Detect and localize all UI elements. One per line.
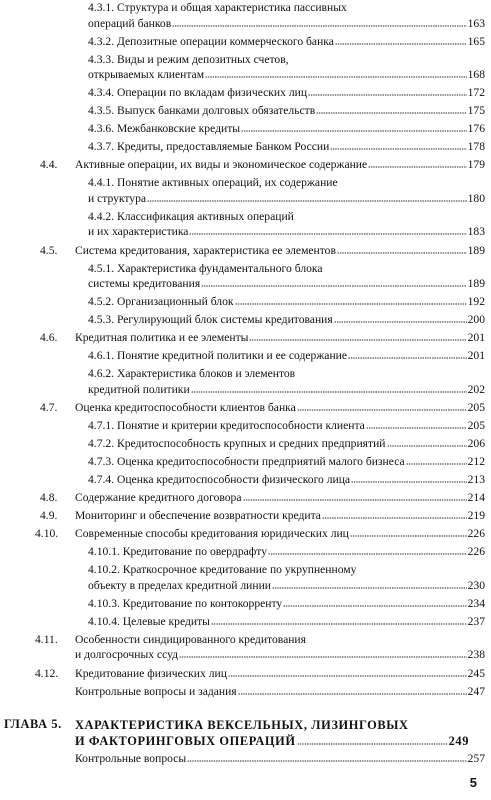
toc-line bbox=[75, 157, 485, 173]
page-number: 247 bbox=[467, 684, 485, 698]
dot-leader bbox=[368, 158, 466, 168]
dot-leader bbox=[308, 86, 467, 96]
toc-line bbox=[88, 578, 485, 594]
page-number: 179 bbox=[467, 158, 485, 172]
dot-leader bbox=[406, 455, 467, 465]
toc-line bbox=[88, 562, 485, 578]
dot-leader bbox=[241, 122, 467, 132]
toc-entry bbox=[75, 632, 485, 663]
page-number: 237 bbox=[467, 614, 485, 628]
page-number: 205 bbox=[467, 418, 485, 432]
page-number: 172 bbox=[467, 86, 485, 100]
entry-title: 4.10.3. Кредитование по контокорренту bbox=[88, 596, 283, 610]
page-number: 234 bbox=[467, 596, 485, 610]
chapter-title bbox=[75, 717, 469, 749]
entry-title: объекту в пределах кредитной линии bbox=[88, 578, 271, 592]
entry-title: 4.3.2. Депозитные операции коммерческого банка bbox=[88, 34, 334, 48]
page-number: 175 bbox=[467, 104, 485, 118]
toc-line bbox=[88, 366, 485, 382]
entry-title: 4.5.1. Характеристика фундаментального блока bbox=[88, 261, 323, 275]
dot-leader bbox=[211, 615, 467, 625]
toc-entry bbox=[88, 121, 485, 137]
chapter-title-line bbox=[75, 717, 469, 733]
entry-title: 4.10.4. Целевые кредиты bbox=[88, 614, 210, 628]
section-number: 4.5. bbox=[40, 243, 58, 257]
toc-entry bbox=[88, 103, 485, 119]
toc-line bbox=[88, 436, 485, 452]
toc-line bbox=[88, 209, 485, 225]
toc-line bbox=[88, 261, 485, 277]
toc-entry bbox=[88, 436, 485, 452]
page-number: 238 bbox=[467, 648, 485, 662]
entry-title: 4.7.3. Оценка кредитоспособности предприятий малого бизнеса bbox=[88, 455, 405, 468]
page-number: 180 bbox=[467, 191, 485, 205]
toc-line bbox=[88, 191, 485, 207]
dot-leader bbox=[238, 685, 467, 695]
toc-line bbox=[75, 243, 485, 259]
toc-line bbox=[88, 34, 485, 50]
toc-entry bbox=[75, 666, 485, 682]
entry-title: Контрольные вопросы bbox=[75, 752, 187, 765]
dot-leader bbox=[172, 17, 466, 27]
chapter-title-text: ХАРАКТЕРИСТИКА ВЕКСЕЛЬНЫХ, ЛИЗИНГОВЫХ bbox=[75, 718, 409, 732]
toc-entry bbox=[88, 418, 485, 434]
toc-entry bbox=[88, 472, 485, 488]
toc-line bbox=[75, 526, 485, 542]
toc-line bbox=[88, 276, 485, 292]
page-number: 213 bbox=[467, 473, 485, 487]
toc-entry bbox=[88, 175, 485, 206]
toc-line bbox=[75, 684, 485, 700]
toc-line bbox=[88, 348, 485, 364]
dot-leader bbox=[334, 313, 467, 323]
dot-leader bbox=[297, 735, 448, 745]
toc-entry bbox=[75, 400, 485, 416]
toc-line bbox=[75, 751, 485, 767]
toc-entry bbox=[88, 614, 485, 630]
entry-title: 4.5.2. Организационный блок bbox=[88, 295, 234, 309]
dot-leader bbox=[189, 225, 466, 235]
toc-entry bbox=[88, 366, 485, 397]
section-number: 4.11. bbox=[35, 632, 58, 646]
entry-title: кредитной политики bbox=[88, 382, 190, 396]
dot-leader bbox=[387, 437, 467, 447]
toc-entry bbox=[88, 139, 485, 155]
toc-entry bbox=[88, 562, 485, 593]
toc-line bbox=[88, 454, 485, 470]
entry-title: 4.3.6. Межбанковские кредиты bbox=[88, 122, 241, 136]
toc-line bbox=[88, 16, 485, 32]
page-number: 249 bbox=[448, 734, 469, 748]
entry-title: открываемых клиентам bbox=[88, 68, 205, 82]
page-footer-number: 5 bbox=[469, 775, 477, 790]
entry-title: и их характеристика bbox=[88, 225, 189, 239]
dot-leader bbox=[330, 140, 466, 150]
dot-leader bbox=[297, 401, 467, 411]
page-number: 183 bbox=[467, 225, 485, 239]
toc-line bbox=[88, 596, 485, 612]
toc-entry bbox=[88, 544, 485, 560]
page-number: 176 bbox=[467, 122, 485, 136]
entry-title: и структура bbox=[88, 191, 147, 205]
toc-entry bbox=[88, 348, 485, 364]
toc-entry-control-questions bbox=[75, 751, 485, 767]
entry-title: Современные способы кредитования юридических лиц bbox=[75, 527, 349, 541]
toc-line bbox=[88, 175, 485, 191]
entry-title: Контрольные вопросы и задания bbox=[75, 684, 237, 698]
toc-entry bbox=[75, 157, 485, 173]
entry-title: 4.7.1. Понятие и критерии кредитоспособности клиента bbox=[88, 418, 365, 432]
page-number: 200 bbox=[467, 313, 485, 327]
toc-entry bbox=[88, 596, 485, 612]
entry-title: Содержание кредитного договора bbox=[75, 491, 242, 505]
dot-leader bbox=[243, 491, 467, 501]
toc-entry bbox=[75, 526, 485, 542]
page-number: 165 bbox=[467, 34, 485, 48]
dot-leader bbox=[272, 579, 467, 589]
toc-line bbox=[88, 52, 485, 68]
toc-line bbox=[88, 382, 485, 398]
entry-title: Мониторинг и обеспечение возвратности кредита bbox=[75, 509, 321, 523]
page-number: 189 bbox=[467, 243, 485, 257]
toc-entry bbox=[88, 261, 485, 292]
page-number: 189 bbox=[467, 277, 485, 291]
toc-entry bbox=[88, 294, 485, 310]
entry-title: системы кредитования bbox=[88, 277, 201, 291]
dot-leader bbox=[228, 667, 467, 677]
entry-title: 4.10.1. Кредитование по овердрафту bbox=[88, 545, 267, 559]
toc-line bbox=[75, 666, 485, 682]
dot-leader bbox=[351, 473, 467, 483]
toc-line bbox=[88, 294, 485, 310]
page-number: 245 bbox=[467, 666, 485, 680]
chapter-title-text: И ФАКТОРИНГОВЫХ ОПЕРАЦИЙ bbox=[75, 734, 296, 748]
page-number: 230 bbox=[467, 578, 485, 592]
toc-line bbox=[88, 312, 485, 328]
chapter-title-line bbox=[75, 733, 469, 749]
entry-title: Оценка кредитоспособности клиентов банка bbox=[75, 400, 296, 414]
page-number: 205 bbox=[467, 400, 485, 414]
dot-leader bbox=[337, 244, 467, 254]
dot-leader bbox=[205, 68, 467, 78]
section-number: 4.8. bbox=[40, 491, 58, 505]
page-number: 214 bbox=[467, 491, 485, 505]
page-number: 206 bbox=[467, 436, 485, 450]
toc-line bbox=[88, 103, 485, 119]
toc-entry bbox=[88, 312, 485, 328]
entry-title: Особенности синдицированного кредитования bbox=[75, 632, 306, 646]
toc-entry bbox=[88, 0, 485, 31]
chapter-label: ГЛАВА 5. bbox=[4, 717, 62, 731]
entry-title: 4.7.4. Оценка кредитоспособности физического лица bbox=[88, 473, 351, 487]
entry-title: 4.3.1. Структура и общая характеристика пассивных bbox=[88, 1, 347, 14]
page-number: 219 bbox=[467, 509, 485, 523]
page-number: 226 bbox=[467, 545, 485, 559]
entry-title: 4.3.7. Кредиты, предоставляемые Банком России bbox=[88, 140, 330, 154]
toc-line bbox=[75, 400, 485, 416]
dot-leader bbox=[187, 752, 466, 762]
page-number: 178 bbox=[467, 140, 485, 154]
toc-line bbox=[88, 85, 485, 101]
toc-line bbox=[88, 224, 485, 240]
toc-line bbox=[88, 614, 485, 630]
dot-leader bbox=[316, 104, 466, 114]
entry-title: 4.7.2. Кредитоспособность крупных и средних предприятий bbox=[88, 436, 386, 450]
page-number: 201 bbox=[467, 331, 485, 345]
entry-title: 4.6.2. Характеристика блоков и элементов bbox=[88, 367, 296, 381]
dot-leader bbox=[179, 648, 467, 658]
toc-line bbox=[75, 330, 485, 346]
dot-leader bbox=[201, 277, 466, 287]
section-number: 4.4. bbox=[40, 158, 58, 172]
entry-title: 4.10.2. Краткосрочное кредитование по укрупненному bbox=[88, 563, 357, 577]
entry-title: 4.5.3. Регулирующий блок системы кредитования bbox=[88, 313, 333, 327]
entry-title: 4.4.1. Понятие активных операций, их содержание bbox=[88, 176, 338, 190]
toc-line bbox=[75, 632, 485, 648]
toc-line bbox=[88, 418, 485, 434]
section-number: 4.12. bbox=[35, 666, 59, 680]
dot-leader bbox=[283, 597, 466, 607]
toc-entry bbox=[75, 508, 485, 524]
toc-line bbox=[75, 647, 485, 663]
toc-entry bbox=[75, 490, 485, 506]
toc-entry bbox=[88, 85, 485, 101]
section-number: 4.9. bbox=[40, 509, 58, 523]
page-number: 168 bbox=[467, 68, 485, 82]
toc-line bbox=[88, 0, 485, 16]
dot-leader bbox=[348, 349, 467, 359]
toc-entry bbox=[88, 52, 485, 83]
entry-title: Активные операции, их виды и экономическое содержание bbox=[75, 158, 368, 172]
section-number: 4.6. bbox=[40, 331, 58, 345]
entry-title: 4.3.3. Виды и режим депозитных счетов, bbox=[88, 52, 289, 66]
toc-entry bbox=[75, 684, 485, 700]
toc-line bbox=[88, 472, 485, 488]
entry-title: Кредитование физических лиц bbox=[75, 666, 227, 680]
toc-line bbox=[75, 490, 485, 506]
section-number: 4.10. bbox=[35, 527, 59, 541]
toc-entry bbox=[75, 330, 485, 346]
toc-line bbox=[88, 544, 485, 560]
dot-leader bbox=[322, 509, 467, 519]
dot-leader bbox=[366, 419, 467, 429]
entry-title: 4.4.2. Классификация активных операций bbox=[88, 209, 294, 223]
page-number: 192 bbox=[467, 295, 485, 309]
section-number: 4.7. bbox=[40, 400, 58, 414]
entry-title: Система кредитования, характеристика ее элементов bbox=[75, 243, 336, 257]
toc-entry bbox=[75, 243, 485, 259]
toc-entry bbox=[88, 209, 485, 240]
dot-leader bbox=[191, 383, 467, 393]
entry-title: и долгосрочных ссуд bbox=[75, 648, 179, 662]
toc-entry bbox=[88, 34, 485, 50]
entry-title: операций банков bbox=[88, 16, 172, 30]
entry-title: 4.3.5. Выпуск банками долговых обязательств bbox=[88, 104, 316, 118]
entry-title: 4.3.4. Операции по вкладам физических лиц bbox=[88, 86, 308, 100]
toc-line bbox=[88, 67, 485, 83]
dot-leader bbox=[249, 331, 466, 341]
page-number: 212 bbox=[467, 455, 485, 468]
page-number: 202 bbox=[467, 382, 485, 396]
toc-line bbox=[88, 139, 485, 155]
page-number: 226 bbox=[467, 527, 485, 541]
entry-title: 4.6.1. Понятие кредитной политики и ее содержание bbox=[88, 349, 348, 363]
toc-line bbox=[88, 121, 485, 137]
page-number: 257 bbox=[467, 752, 485, 765]
dot-leader bbox=[147, 192, 467, 202]
toc-entry bbox=[88, 454, 485, 470]
page-number: 163 bbox=[467, 16, 485, 30]
dot-leader bbox=[268, 545, 467, 555]
dot-leader bbox=[350, 527, 467, 537]
toc-line bbox=[75, 508, 485, 524]
page-number: 201 bbox=[467, 349, 485, 363]
dot-leader bbox=[235, 295, 467, 305]
dot-leader bbox=[335, 35, 467, 45]
entry-title: Кредитная политика и ее элементы bbox=[75, 331, 249, 345]
